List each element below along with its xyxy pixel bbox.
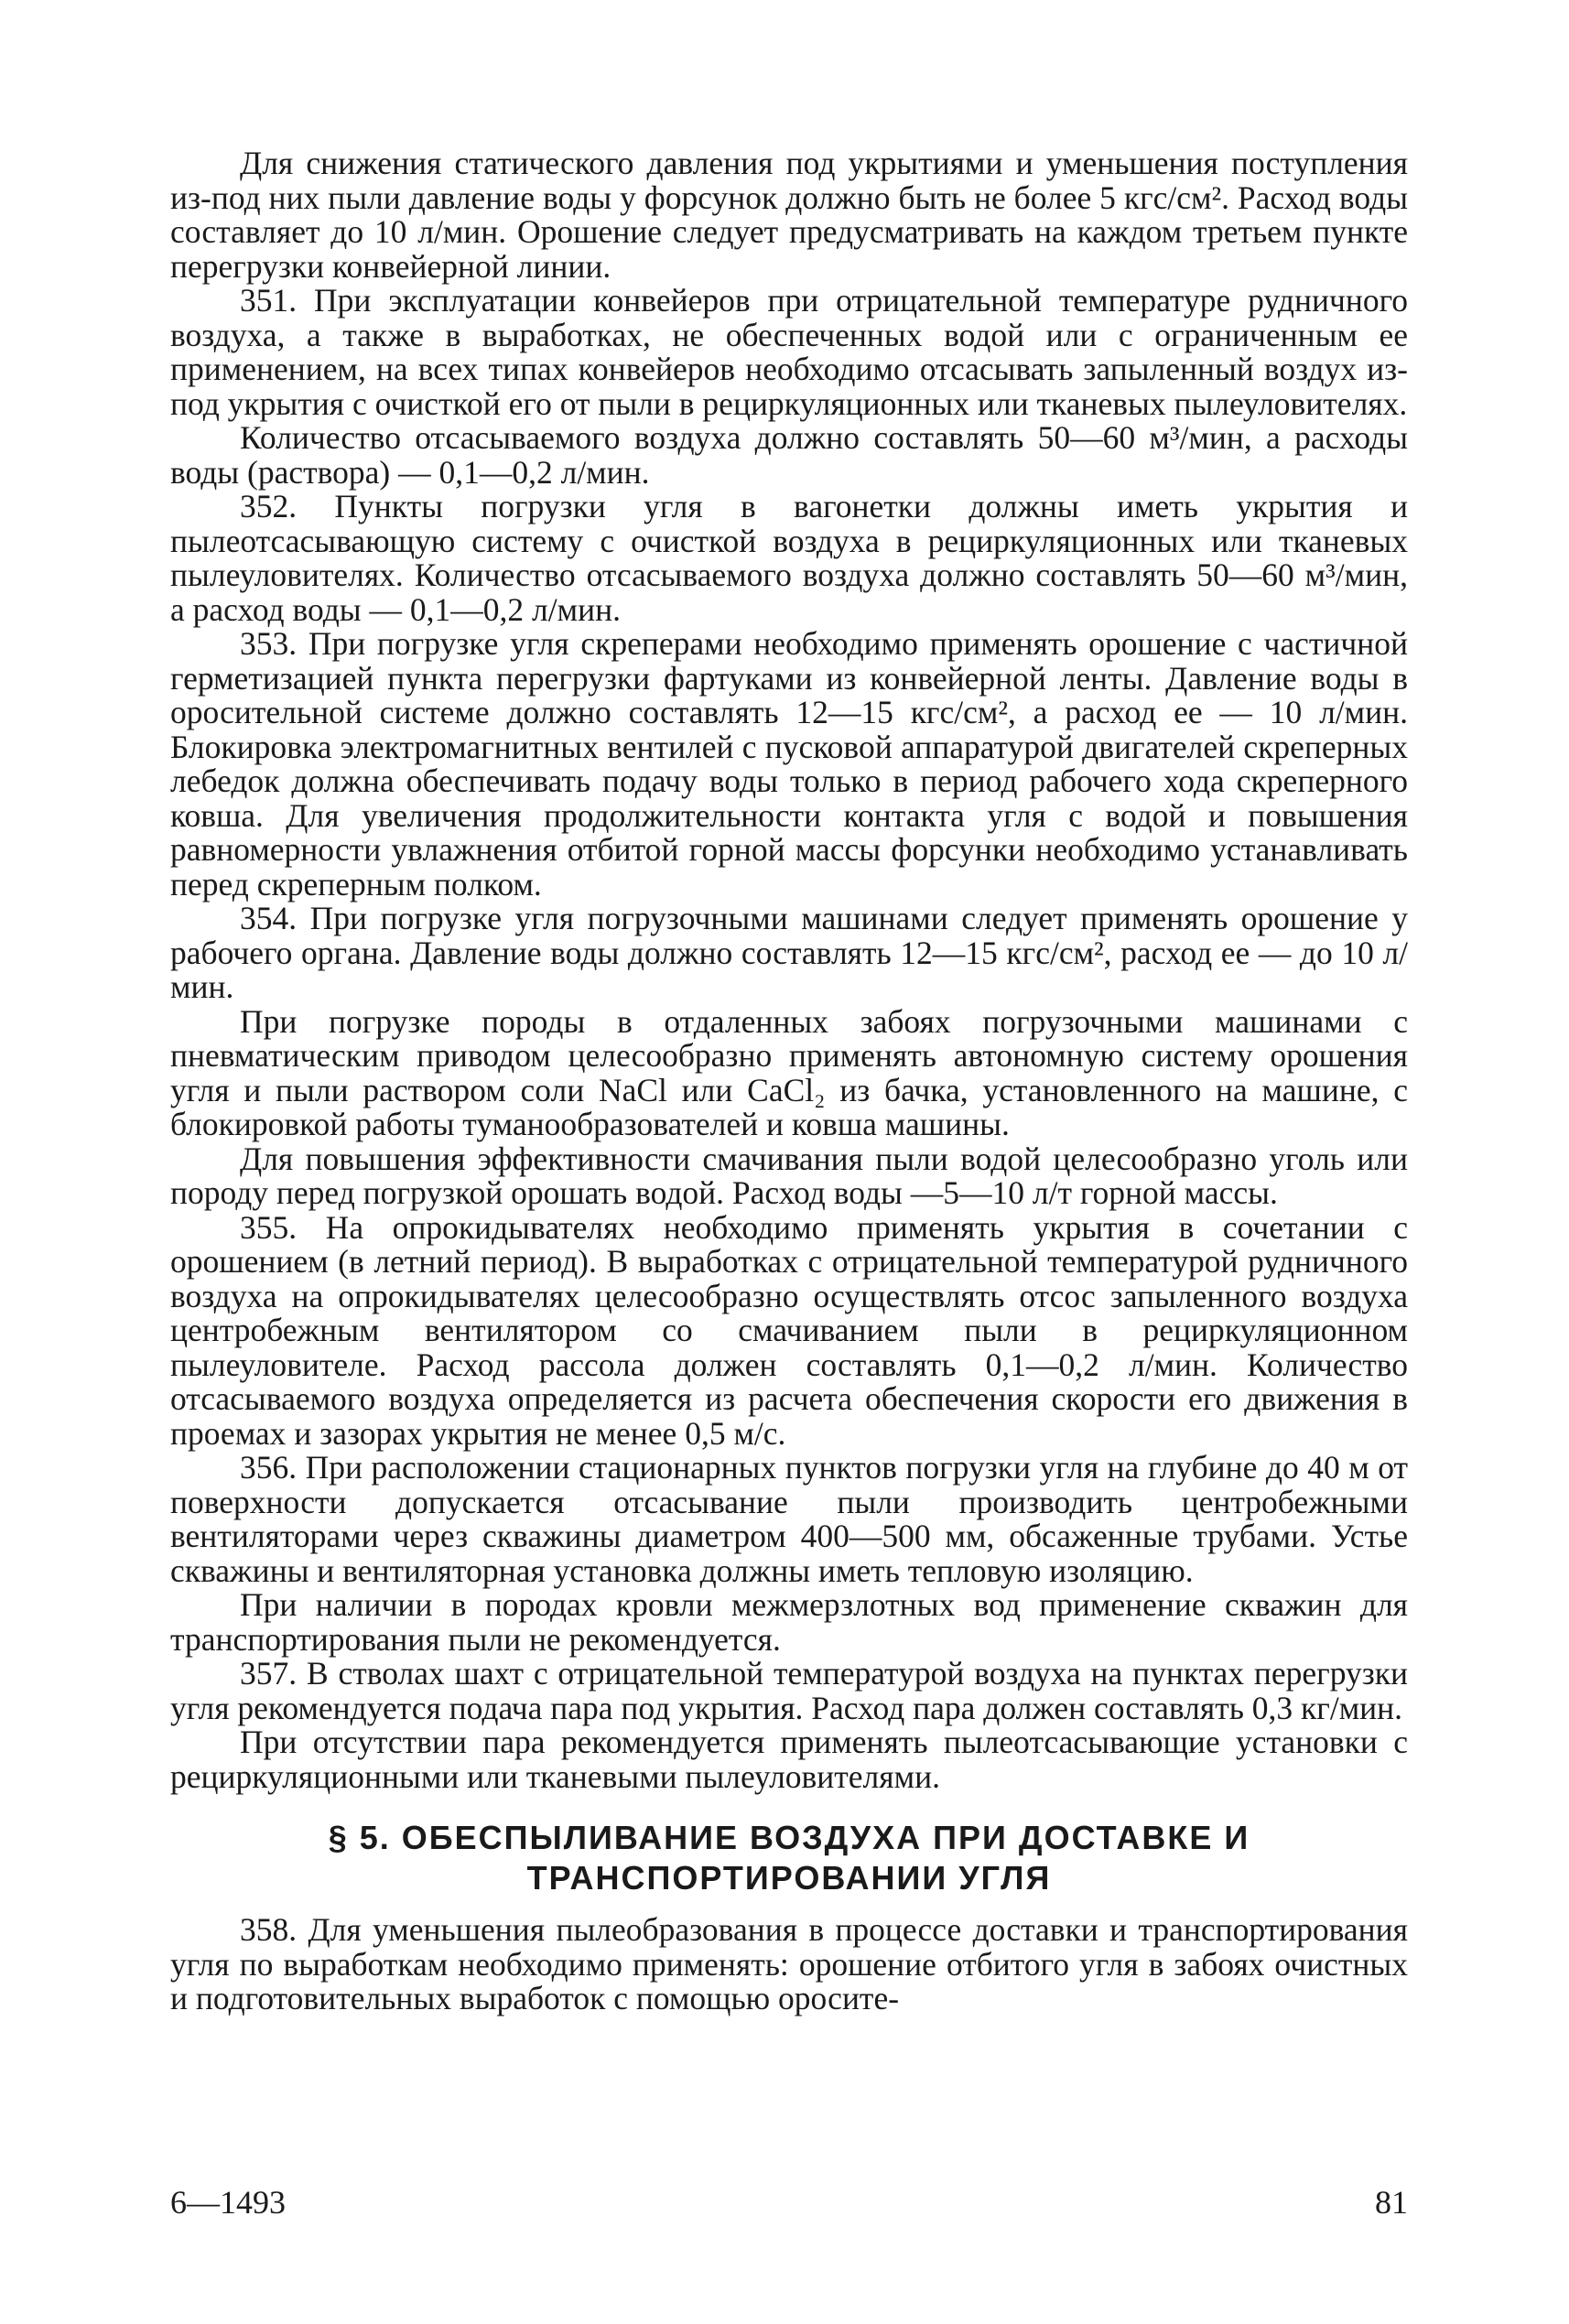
section-heading-line-1: § 5. ОБЕСПЫЛИВАНИЕ ВОЗДУХА ПРИ ДОСТАВКЕ И [328,1819,1250,1856]
paragraph-intro: Для снижения статического давления под укрытиями и уменьшения поступления из-под них пыли давление воды у форсунок должно быть не более 5 кгс/см². Расход воды составляет до 10 л/мин. Орошение следует предусматривать на каждом третьем пункте перегрузки конвейерной линии. [170,145,1408,285]
paragraph-358: 358. Для уменьшения пылеобразования в процессе доставки и транспортирования угля по выработкам необходимо применять: орошение отбитого угля в забоях очистных и подготовительных выработок с помощью оросите- [170,1911,1408,2016]
paragraph-356-permafrost: При наличии в породах кровли межмерзлотных вод применение скважин для транспортирования пыли не рекомендуется. [170,1586,1408,1658]
printer-signature: 6—1493 [170,2184,286,2221]
paragraph-353: 353. При погрузке угля скреперами необходимо применять орошение с частичной герметизацией пункта перегрузки фартуками из конвейерной ленты. Давление воды в оросительной системе должно составлять 12—15 кгс/см², а расход ее — 10 л/мин. Блокировка электромагнитных вентилей с пусковой аппаратурой двигателей скреперных лебедок должна обеспечивать подачу воды только в период рабочего хода скреперного ковша. Для увеличения продолжительности контакта угля с водой и повышения равномерности увлажнения отбитой горной массы форсунки необходимо устанавливать перед скреперным полком. [170,625,1408,903]
paragraph-356: 356. При расположении стационарных пунктов погрузки угля на глубине до 40 м от поверхности допускается отсасывание пыли производить центробежными вентиляторами через скважины диаметром 400—500 мм, обсаженные трубами. Устье скважины и вентиляторная установка должны иметь тепловую изоляцию. [170,1449,1408,1589]
paragraph-357-no-steam: При отсутствии пара рекомендуется применять пылеотсасывающие установки с рециркуляционными или тканевыми пылеуловителями. [170,1724,1408,1795]
section-heading-line-2: ТРАНСПОРТИРОВАНИИ УГЛЯ [526,1859,1052,1897]
paragraph-354-wetting: Для повышения эффективности смачивания пыли водой целесообразно уголь или породу перед погрузкой орошать водой. Расход воды —5—10 л/т горной массы. [170,1140,1408,1211]
paragraph-355: 355. На опрокидывателях необходимо применять укрытия в сочетании с орошением (в летний период). В выработках с отрицательной температурой рудничного воздуха на опрокидывателях целесообразно осуществлять отсос запыленного воздуха центробежным вентилятором со смачиванием пыли в рециркуляционном пылеуловителе. Расход рассола должен составлять 0,1—0,2 л/мин. Количество отсасываемого воздуха определяется из расчета обеспечения скорости его движения в проемах и зазорах укрытия не менее 0,5 м/с. [170,1208,1408,1452]
paragraph-357: 357. В стволах шахт с отрицательной температурой воздуха на пунктах перегрузки угля рекомендуется подача пара под укрытия. Расход пара должен составлять 0,3 кг/мин. [170,1655,1408,1726]
section-heading [170,1818,1408,1898]
paragraph-354-pneumatic: При погрузке породы в отдаленных забоях погрузочными машинами с пневматическим приводом целесообразно применять автономную систему орошения угля и пыли раствором соли NaCl или CaCl₂ из бачка, установленного на машине, с блокировкой работы туманообразователей и ковша машины. [170,1002,1408,1142]
paragraph-352: 352. Пункты погрузки угля в вагонетки должны иметь укрытия и пылеотсасывающую систему с очисткой воздуха в рециркуляционных или тканевых пылеуловителях. Количество отсасываемого воздуха должно составлять 50—60 м³/мин, а расход воды — 0,1—0,2 л/мин. [170,488,1408,628]
paragraph-351-air-volume: Количество отсасываемого воздуха должно составлять 50—60 м³/мин, а расходы воды (раствора) — 0,1—0,2 л/мин. [170,419,1408,491]
paragraph-354: 354. При погрузке угля погрузочными машинами следует применять орошение у рабочего органа. Давление воды должно составлять 12—15 кгс/см², расход ее — до 10 л/мин. [170,900,1408,1005]
paragraph-351: 351. При эксплуатации конвейеров при отрицательной температуре рудничного воздуха, а также в выработках, не обеспеченных водой или с ограниченным ее применением, на всех типах конвейеров необходимо отсасывать запыленный воздух из-под укрытия с очисткой его от пыли в рециркуляционных или тканевых пылеуловителях. [170,282,1408,422]
page-footer [170,2183,1408,2221]
page-body [170,146,1408,2016]
page-number: 81 [1375,2184,1408,2221]
